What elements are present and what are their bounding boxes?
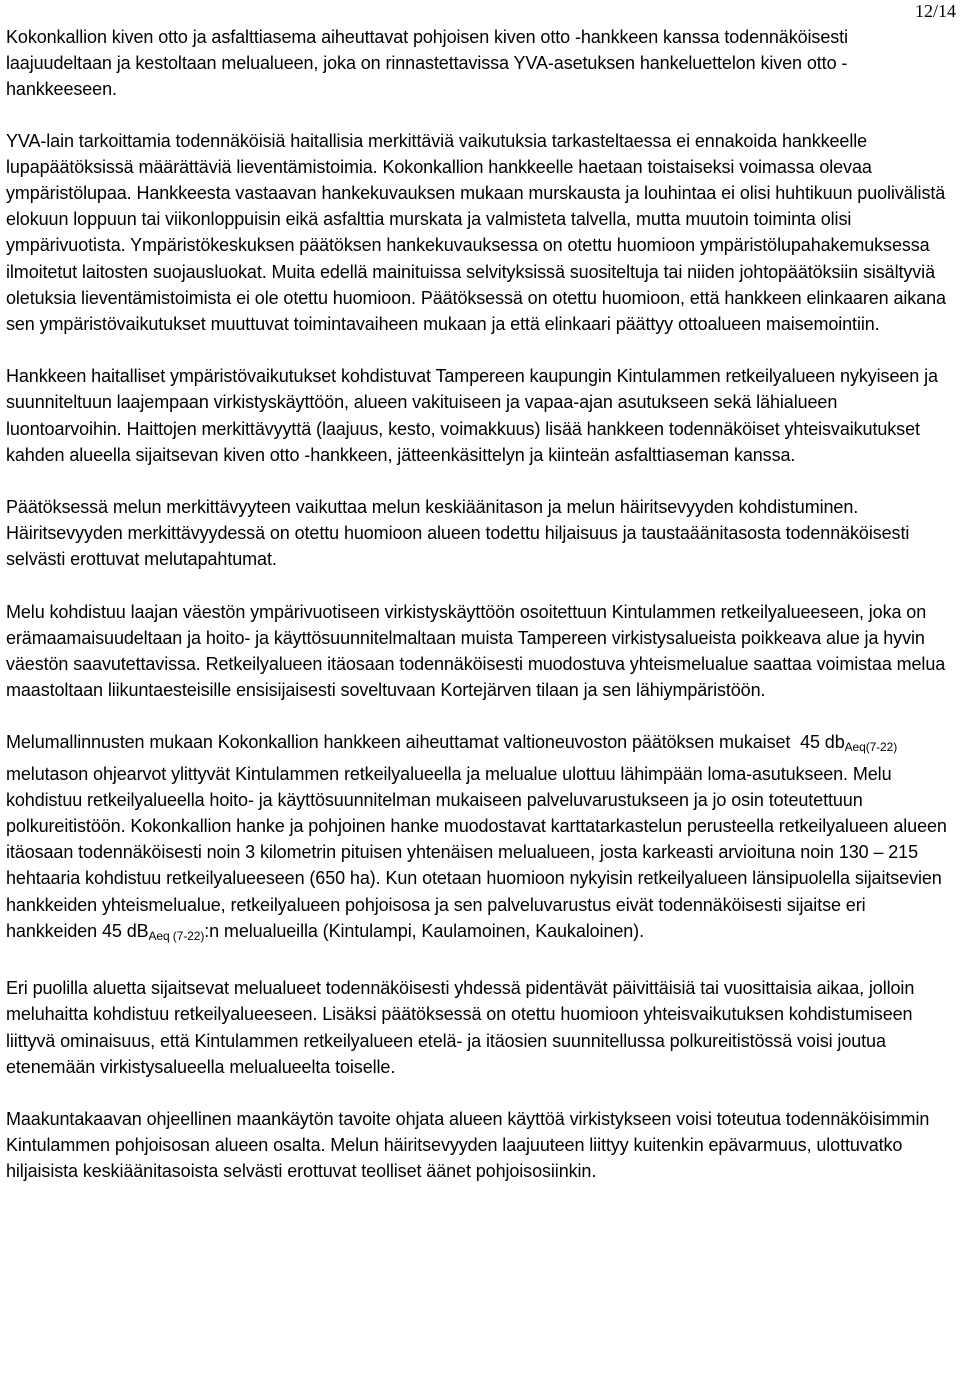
paragraph-7: Eri puolilla aluetta sijaitsevat melualueet todennäköisesti yhdessä pidentävät päivittäisiä tai vuosittaisia aikaa, jolloin meluhaitta kohdistuu retkeilyalueeseen. Lisäksi päätöksessä on otettu huomioon yhteisvaikutuksen kohdistumiseen liittyvä ominaisuus, että Kintulammen retkeilyalueen etelä- ja itäosien suunnitellussa polkureitistössä voisi joutua etenemään virkistysalueella melualueelta toiselle. bbox=[6, 978, 915, 1077]
paragraph-5: Melu kohdistuu laajan väestön ympärivuotiseen virkistyskäyttöön osoitettuun Kintulammen retkeilyalueeseen, joka on erämaamaisuudeltaan ja hoito- ja käyttösuunnitelmaltaan muista Tampereen virkistysalueista poikkeava alue ja hyvin väestön saavutettavissa. Retkeilyalueen itäosaan todennäköisesti muodostuva yhteismelualue saattaa voimistaa melua maastoltaan liikuntaesteisille ensisijaisesti soveltuvaan Kortejärven tilaan ja sen lähiympäristöön. bbox=[6, 601, 946, 701]
page-number: 12/14 bbox=[914, 1, 956, 21]
document-body bbox=[6, 24, 954, 1185]
paragraph-4: Päätöksessä melun merkittävyyteen vaikuttaa melun keskiäänitason ja melun häiritsevyyden kohdistuminen. Häiritsevyyden merkittävyydessä on otettu huomioon alueen todettu hiljaisuus ja taustaäänitasosta todennäköisesti selvästi erottuvat melutapahtumat. bbox=[6, 497, 910, 570]
paragraph-6-text-b: melutason ohjearvot ylittyvät Kintulammen retkeilyalueella ja melualue ulottuu lähimpään loma-asutukseen. Melu kohdistuu retkeilyalueella hoito- ja käyttösuunnitelman mukaiseen palveluvarustukseen ja jo osin toteutettuun polkureitistöön. Kokonkallion hanke ja pohjoinen hanke muodostavat karttatarkastelun perusteella retkeilyalueen alueen itäosaan todennäköisesti noin 3 kilometrin pituisen yhtenäisen melualueen, josta karkeasti arvioituna noin 130 – 215 hehtaaria kohdistuu retkeilyalueeseen (650 ha). Kun otetaan huomioon nykyisin retkeilyalueen länsipuolella sijaitsevien hankkeiden yhteismelualue, retkeilyalueen pohjoisosa ja sen palveluvarustus eivät todennäköisesti sijaitse eri hankkeiden 45 dB bbox=[6, 763, 947, 941]
paragraph-1: Kokonkallion kiven otto ja asfalttiasema aiheuttavat pohjoisen kiven otto -hankkeen kanssa todennäköisesti laajuudeltaan ja kestoltaan melualueen, joka on rinnastettavissa YVA-asetuksen hankeluettelon kiven otto -hankkeeseen. bbox=[6, 27, 848, 100]
paragraph-6-text-a: Melumallinnusten mukaan Kokonkallion hankkeen aiheuttamat valtioneuvoston päätöksen mukaiset 45 db bbox=[6, 732, 845, 753]
paragraph-3: Hankkeen haitalliset ympäristövaikutukset kohdistuvat Tampereen kaupungin Kintulammen retkeilyalueen nykyiseen ja suunniteltuun laajempaan virkistyskäyttöön, alueen vakituiseen ja vapaa-ajan asutukseen sekä lähialueen luontoarvoihin. Haittojen merkittävyyttä (laajuus, kesto, voimakkuus) lisää hankkeen todennäköiset yhteisvaikutukset kahden alueella sijaitsevan kiven otto -hankkeen, jätteenkäsittelyn ja kiinteän asfalttiaseman kanssa. bbox=[6, 366, 938, 465]
paragraph-6-subscript-2: Aeq (7-22) bbox=[148, 928, 205, 943]
paragraph-2: YVA-lain tarkoittamia todennäköisiä haitallisia merkittäviä vaikutuksia tarkasteltaessa ei ennakoida hankkeelle lupapäätöksissä määrättäviä lieventämistoimia. Kokonkallion hankkeelle haetaan toistaiseksi voimassa olevaa ympäristölupaa. Hankkeesta vastaavan hankekuvauksen mukaan murskausta ja louhintaa ei olisi huhtikuun puolivälistä elokuun loppuun tai viikonloppuisin eikä asfalttia murskata ja valmisteta talvella, mutta muutoin toiminta olisi ympärivuotista. Ympäristökeskuksen päätöksen hankekuvauksessa on otettu huomioon ympäristölupahakemuksessa ilmoitetut laitosten suojausluokat. Muita edellä mainituissa selvityksissä suositeltuja tai niiden johtopäätöksiin sisältyviä oletuksia lieventämistoimista ei ole otettu huomioon. Päätöksessä on otettu huomioon, että hankkeen elinkaaren aikana sen ympäristövaikutukset muuttuvat toimintavaiheen mukaan ja että elinkaari päättyy ottoalueen maisemointiin. bbox=[6, 130, 946, 335]
paragraph-8: Maakuntakaavan ohjeellinen maankäytön tavoite ohjata alueen käyttöä virkistykseen voisi toteutua todennäköisimmin Kintulammen pohjoisosan alueen osalta. Melun häiritsevyyden laajuuteen liittyy kuitenkin epävarmuus, ulottuvatko hiljaisista keskiäänitasoista selvästi erottuvat teolliset äänet pohjoisosiinkin. bbox=[6, 1108, 930, 1182]
paragraph-6 bbox=[6, 729, 954, 949]
paragraph-6-subscript-1: Aeq(7-22) bbox=[844, 740, 898, 755]
paragraph-6-text-c: :n melualueilla (Kintulampi, Kaulamoinen, Kaukaloinen). bbox=[204, 920, 644, 941]
